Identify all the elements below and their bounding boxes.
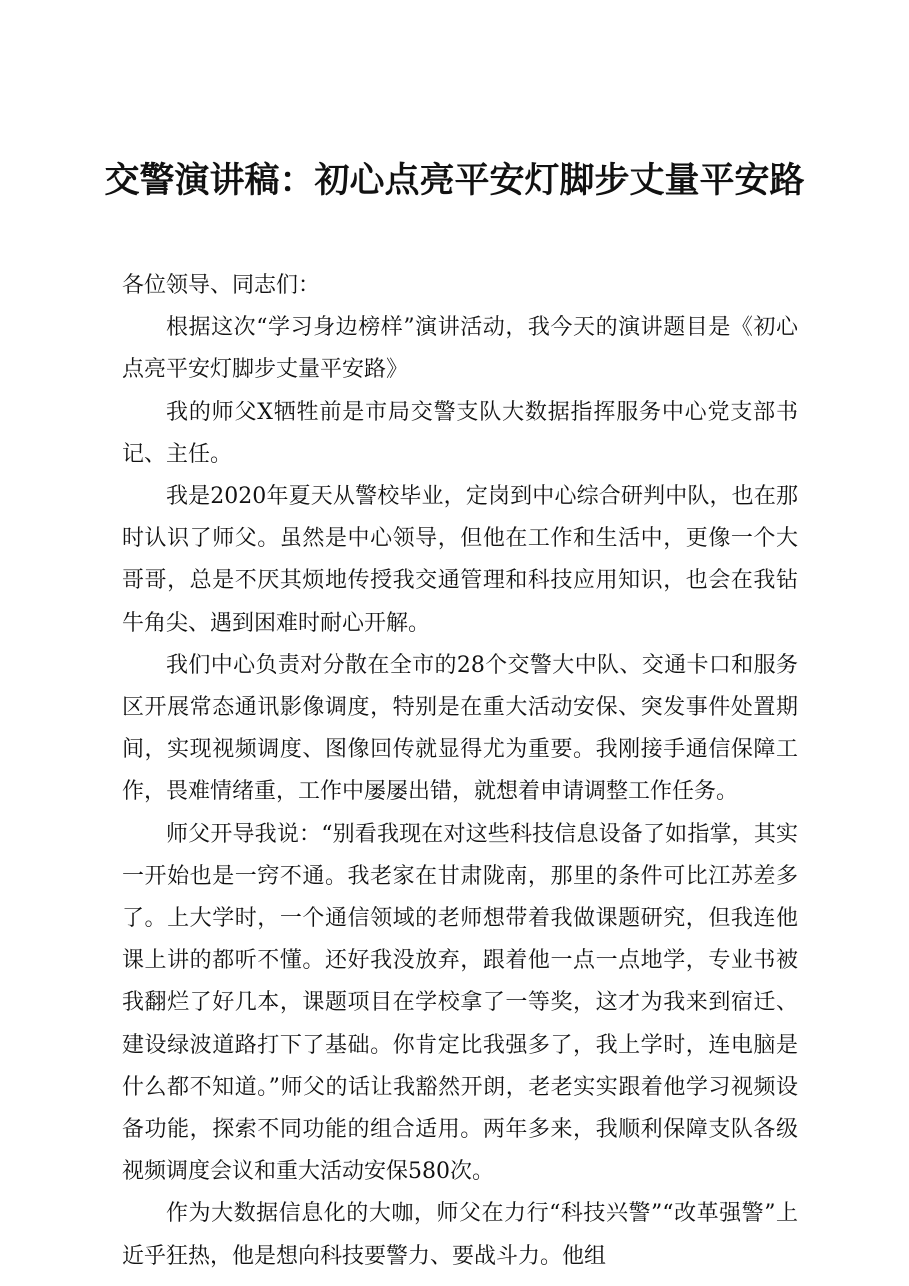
document-body [122, 265, 798, 1278]
document-title: 交警演讲稿：初心点亮平安灯脚步丈量平安路 [104, 160, 805, 201]
paragraph-3: 我是2020年夏天从警校毕业，定岗到中心综合研判中队，也在那时认识了师父。虽然是中心领导，但他在工作和生活中，更像一个大哥哥，总是不厌其烦地传授我交通管理和科技应用知识，也会在我钻牛角尖、遇到困难时耐心开解。 [122, 484, 798, 636]
salutation: 各位领导、同志们： [122, 273, 321, 298]
paragraph-2: 我的师父X牺牲前是市局交警支队大数据指挥服务中心党支部书记、主任。 [122, 399, 798, 467]
paragraph-6: 作为大数据信息化的大咖，师父在力行“科技兴警”“改革强警”上近乎狂热，他是想向科技要警力、要战斗力。他组 [122, 1201, 798, 1269]
paragraph-5: 师父开导我说：“别看我现在对这些科技信息设备了如指掌，其实一开始也是一窍不通。我老家在甘肃陇南，那里的条件可比江苏差多了。上大学时，一个通信领域的老师想带着我做课题研究，但我连他课上讲的都听不懂。还好我没放弃，跟着他一点一点地学，专业书被我翻烂了好几本，课题项目在学校拿了一等奖，这才为我来到宿迁、建设绿波道路打下了基础。你肯定比我强多了，我上学时，连电脑是什么都不知道。”师父的话让我豁然开朗，老老实实跟着他学习视频设备功能，探索不同功能的组合适用。两年多来，我顺利保障支队各级视频调度会议和重大活动安保580次。 [122, 821, 798, 1185]
paragraph-1: 根据这次“学习身边榜样”演讲活动，我今天的演讲题目是《初心点亮平安灯脚步丈量平安路》 [122, 315, 798, 383]
paragraph-4: 我们中心负责对分散在全市的28个交警大中队、交通卡口和服务区开展常态通讯影像调度，特别是在重大活动安保、突发事件处置期间，实现视频调度、图像回传就显得尤为重要。我刚接手通信保障工作，畏难情绪重，工作中屡屡出错，就想着申请调整工作任务。 [122, 652, 798, 805]
